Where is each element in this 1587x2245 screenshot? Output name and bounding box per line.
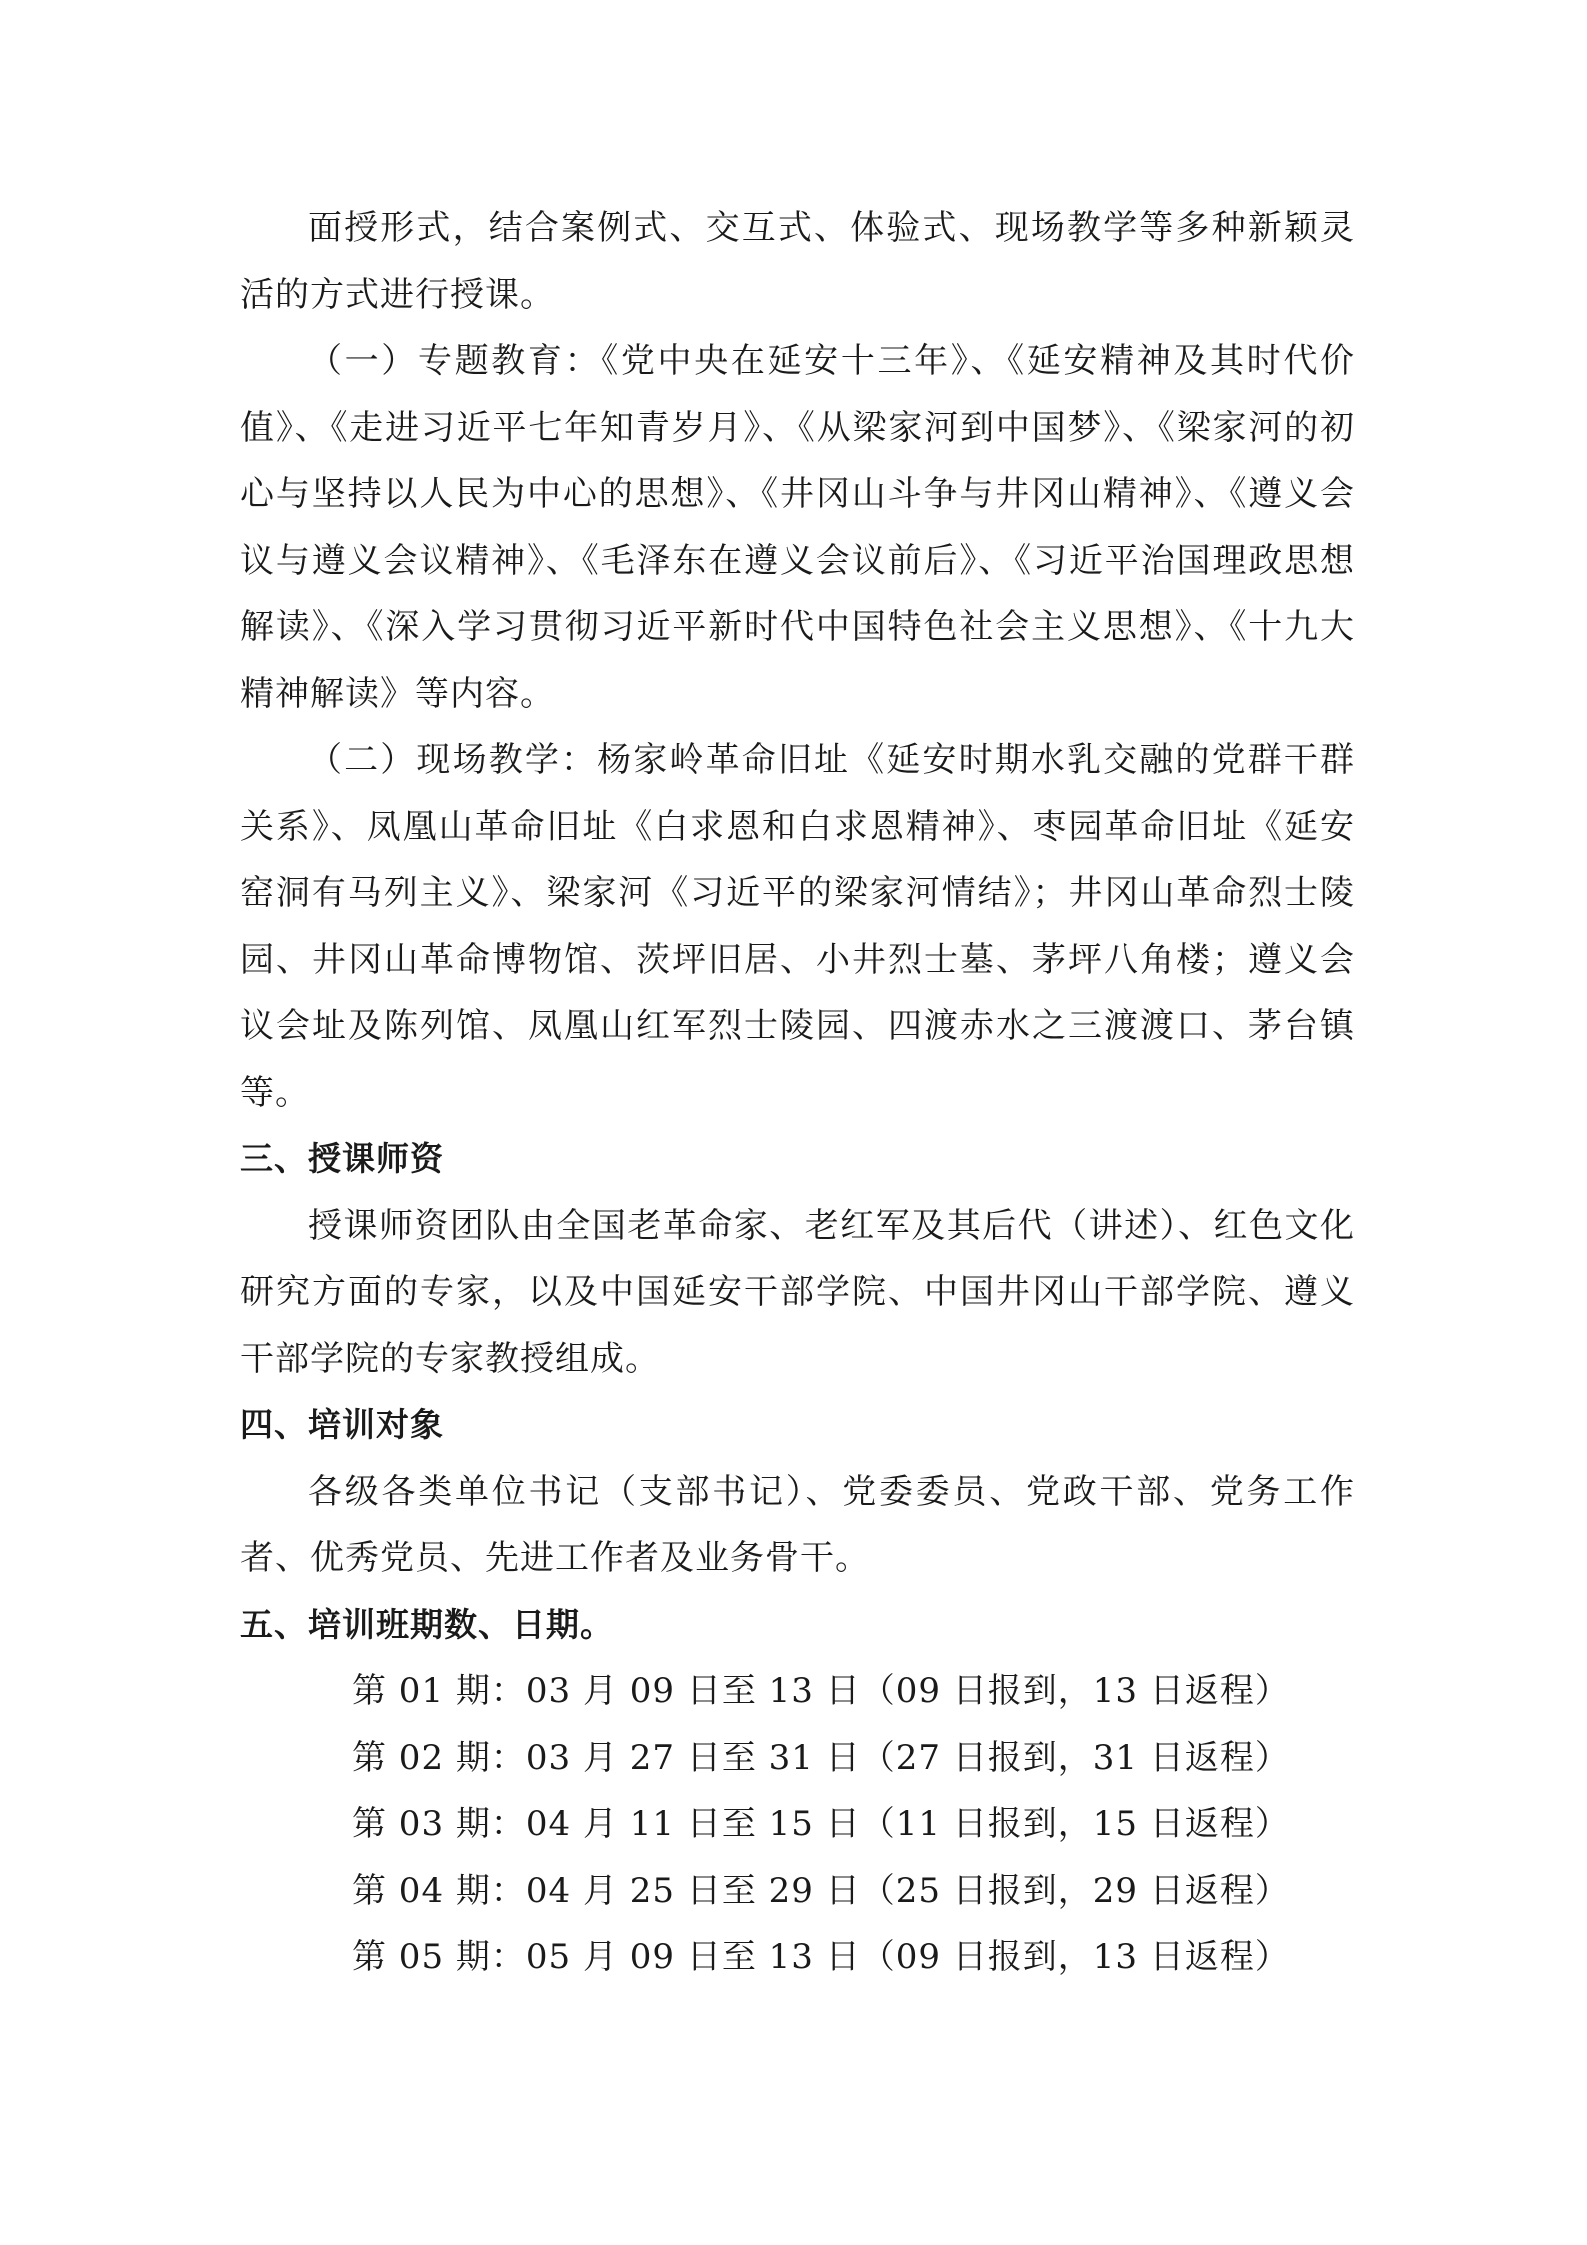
audience-paragraph: 各级各类单位书记（支部书记）、党委委员、党政干部、党务工作者、优秀党员、先进工作者及业务骨干。 [240,1471,1355,1578]
field-teaching-paragraph: （二）现场教学：杨家岭革命旧址《延安时期水乳交融的党群干群关系》、凤凰山革命旧址《白求恩和白求恩精神》、枣园革命旧址《延安窑洞有马列主义》、梁家河《习近平的梁家河情结》；井冈山革命烈士陵园、井冈山革命博物馆、茨坪旧居、小井烈士墓、茅坪八角楼；遵义会议会址及陈列馆、凤凰山红军烈士陵园、四渡赤水之三渡渡口、茅台镇等。 [240,740,1355,1113]
section-heading-audience: 四、培训对象 [240,1405,444,1444]
topic-education-paragraph: （一）专题教育：《党中央在延安十三年》、《延安精神及其时代价值》、《走进习近平七年知青岁月》、《从梁家河到中国梦》、《梁家河的初心与坚持以人民为中心的思想》、《井冈山斗争与井冈山精神》、《遵义会议与遵义会议精神》、《毛泽东在遵义会议前后》、《习近平治国理政思想解读》、《深入学习贯彻习近平新时代中国特色社会主义思想》、《十九大精神解读》等内容。 [240,341,1355,714]
schedule-row: 第 01 期：03 月 09 日至 13 日（09 日报到，13 日返程） [352,1671,1290,1711]
section-heading-faculty: 三、授课师资 [240,1139,444,1178]
document-body [240,195,1355,1991]
section-heading-schedule: 五、培训班期数、日期。 [240,1604,614,1644]
schedule-row: 第 05 期：05 月 09 日至 13 日（09 日报到，13 日返程） [352,1937,1290,1977]
schedule-list [240,1658,1355,1991]
intro-paragraph: 面授形式，结合案例式、交互式、体验式、现场教学等多种新颖灵活的方式进行授课。 [240,208,1355,315]
schedule-row: 第 04 期：04 月 25 日至 29 日（25 日报到，29 日返程） [352,1870,1290,1911]
schedule-row: 第 03 期：04 月 11 日至 15 日（11 日报到，15 日返程） [352,1804,1290,1844]
faculty-paragraph: 授课师资团队由全国老革命家、老红军及其后代（讲述）、红色文化研究方面的专家，以及中国延安干部学院、中国井冈山干部学院、遵义干部学院的专家教授组成。 [240,1205,1355,1379]
schedule-row: 第 02 期：03 月 27 日至 31 日（27 日报到，31 日返程） [352,1737,1290,1778]
